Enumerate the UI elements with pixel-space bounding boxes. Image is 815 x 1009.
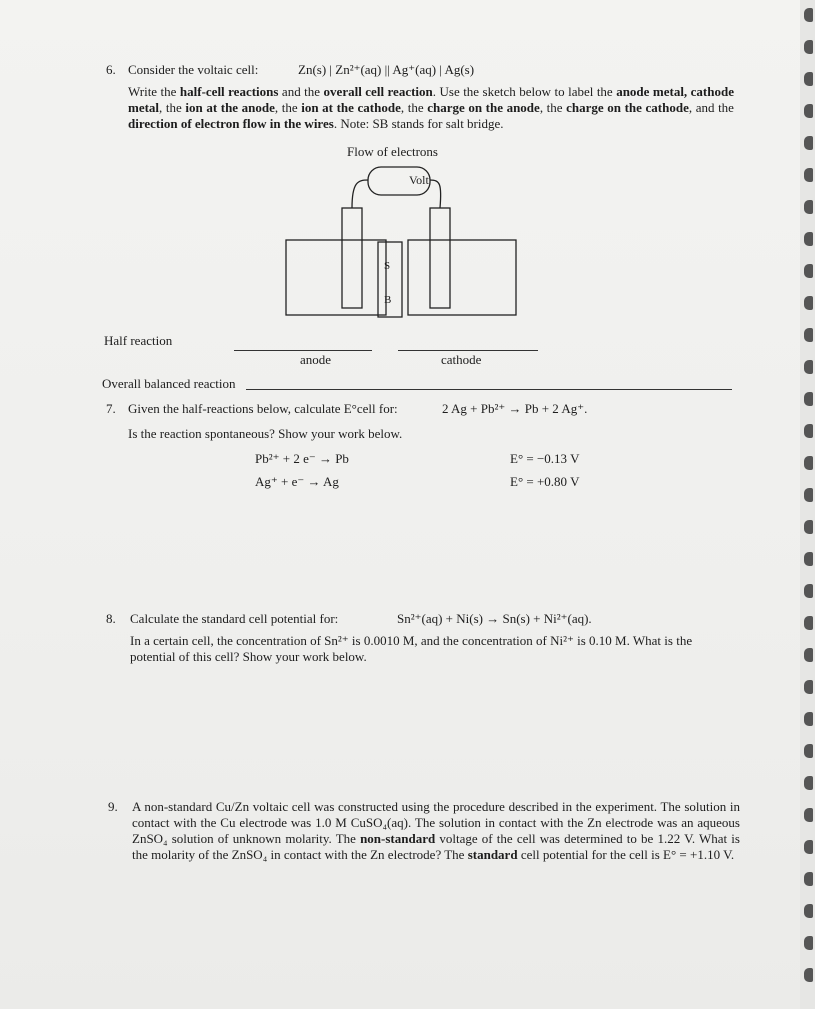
q7-half-reaction-2-potential: E° = +0.80 V [510,474,580,489]
q7-half-reaction-2: Ag⁺ + e⁻ → Ag [255,474,339,489]
half-reaction-label: Half reaction [104,333,173,348]
q8-text: In a certain cell, the concentration of Sn²⁺ is 0.0010 M, and the concentration of Ni²⁺ is 0.10 M. What is the potential of this cell? Show your work below. [130,633,693,664]
anode-electrode [342,208,362,308]
cathode-electrode [430,208,450,308]
salt-bridge-b-label: B [384,294,392,306]
anode-answer-line [234,350,372,351]
salt-bridge-s-label: S [384,260,391,272]
right-wire [430,180,441,208]
q8-number: 8. [106,611,116,626]
q7-prompt: Given the half-reactions below, calculate E°cell for: [128,401,398,416]
left-wire [352,180,368,208]
electron-flow-label: Flow of electrons [347,144,438,159]
cathode-answer-line [398,350,538,351]
overall-answer-line [246,389,732,390]
q6-cell-notation: Zn(s) | Zn²⁺(aq) || Ag⁺(aq) | Ag(s) [298,62,475,77]
cathode-label: cathode [441,352,482,367]
q9-number: 9. [108,799,118,814]
q7-spontaneous-question: Is the reaction spontaneous? Show your work below. [128,426,403,441]
q6-number: 6. [106,62,116,77]
q6-instructions: Write the half-cell reactions and the overall cell reaction. Use the sketch below to label the anode metal, cathode metal, the ion at the anode, the ion at the cathode, the charge on the anode, the charge on the cathode, and the direction of electron flow in the wires. Note: SB stands for salt bridge. [128,84,734,131]
q6-prompt: Consider the voltaic cell: [128,62,259,77]
anode-beaker [286,240,386,315]
q8-prompt: Calculate the standard cell potential for: [130,611,339,626]
q9-text: A non-standard Cu/Zn voltaic cell was constructed using the procedure described in the experiment. The solution in contact with the Cu electrode was 1.0 M CuSO₄(aq). The solution in contact with the Zn electrode was an aqueous ZnSO₄ solution of unknown molarity. The non-standard voltage of the cell was determined to be 1.22 V. What is the molarity of the ZnSO₄ in contact with the Zn electrode? The standard cell potential for the cell is E° = +1.10 V. [132,799,740,862]
volt-label: Volt [409,173,429,187]
overall-reaction-label: Overall balanced reaction [102,376,236,391]
q7-number: 7. [106,401,116,416]
q7-half-reaction-1: Pb²⁺ + 2 e⁻ → Pb [255,451,349,466]
q8-reaction: Sn²⁺(aq) + Ni(s) → Sn(s) + Ni²⁺(aq). [397,611,592,626]
anode-label: anode [300,352,332,367]
cathode-beaker [408,240,516,315]
q7-reaction: 2 Ag + Pb²⁺ → Pb + 2 Ag⁺. [442,401,588,416]
spiral-binding [800,0,815,1009]
q7-half-reaction-1-potential: E° = −0.13 V [510,451,580,466]
